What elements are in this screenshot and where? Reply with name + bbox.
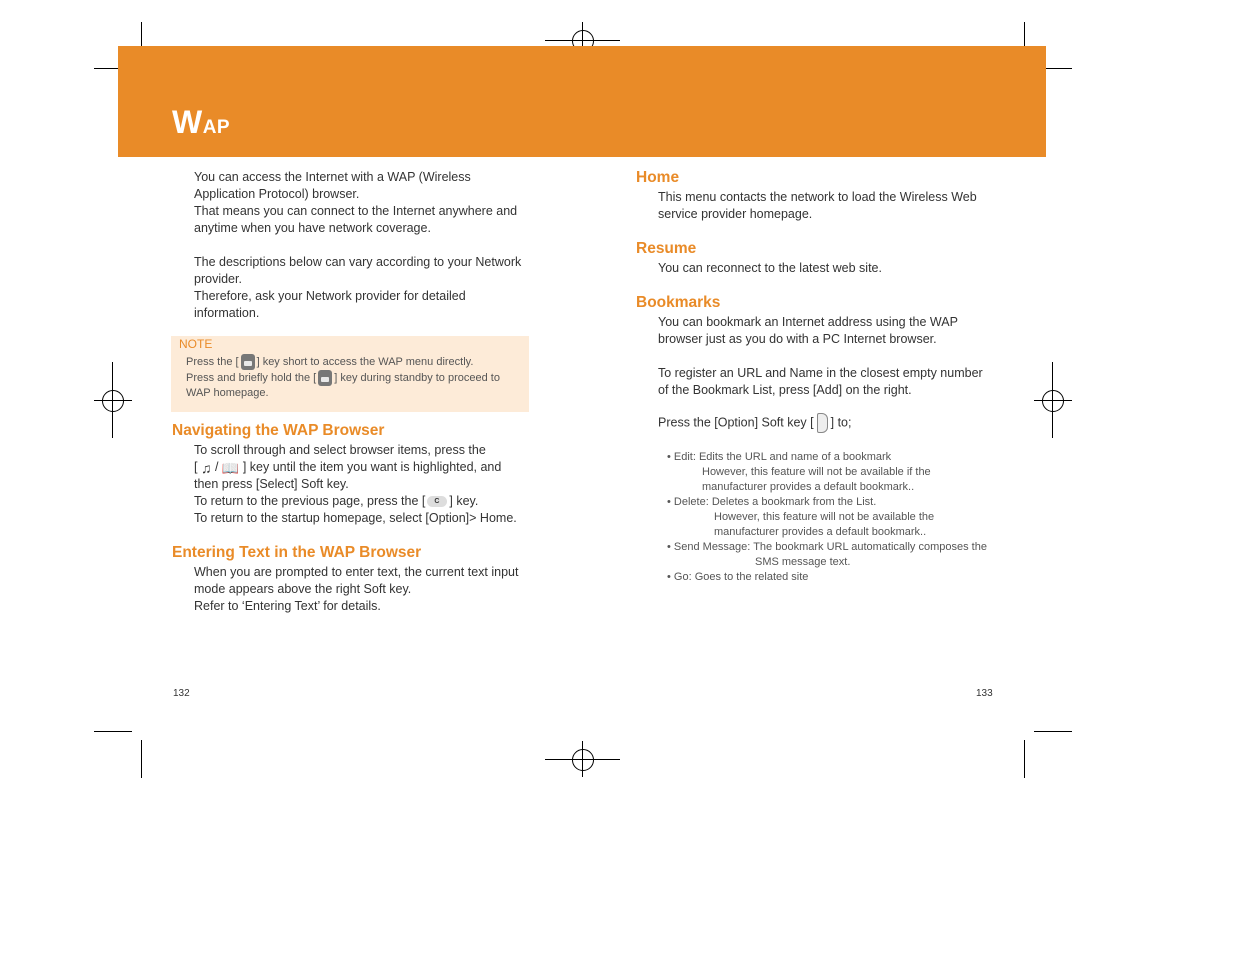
bookmark-options-list: • Edit: Edits the URL and name of a bookmark However, this feature will not be available if the manufacturer provides a default bookmark.. • Delete: Deletes a bookmark from the List. However, this feature will not be available the manufacturer provides a default bookmark.. • Send Message: The bookmark URL automatically composes the SMS message text. • Go: Goes to the related site — [667, 451, 987, 583]
note-label: NOTE — [179, 337, 213, 351]
music-note-icon: ♫ — [200, 459, 212, 476]
navigating-text: To scroll through and select browser items, press the [ ♫ / 📖 ] key until the item you want is highlighted, and then press [Select] Soft key. To return to the previous page, press the [C ] key. To return to the startup homepage, select [Option]> Home. — [194, 442, 534, 527]
ok-key-icon — [318, 370, 332, 386]
page-number-right: 133 — [976, 688, 993, 699]
entering-text: When you are prompted to enter text, the current text input mode appears above the right Soft key. Refer to ‘Entering Text’ for details. — [194, 565, 519, 613]
list-item: • Delete: Deletes a bookmark from the List. — [667, 496, 877, 508]
heading-bookmarks: Bookmarks — [636, 294, 721, 311]
clear-key-icon — [427, 496, 447, 507]
option-softkey-text: Press the [Option] Soft key [ ] to; — [658, 413, 998, 433]
list-item: • Send Message: The bookmark URL automatically composes the — [667, 541, 987, 553]
header-band — [118, 46, 1046, 157]
heading-entering-text: Entering Text in the WAP Browser — [172, 544, 422, 561]
page-number-left: 132 — [173, 688, 190, 699]
list-item: • Edit: Edits the URL and name of a bookmark — [667, 451, 892, 463]
book-icon: 📖 — [221, 459, 240, 476]
ok-key-icon — [241, 354, 255, 370]
note-text: Press the [ ] key short to access the WAP menu directly. Press and briefly hold the [ ] key during standby to proceed to WAP homepage. — [186, 355, 500, 399]
home-text: This menu contacts the network to load the Wireless Web service provider homepage. — [658, 190, 977, 221]
resume-text: You can reconnect to the latest web site. — [658, 261, 882, 275]
heading-navigating: Navigating the WAP Browser — [172, 422, 385, 439]
heading-home: Home — [636, 169, 680, 186]
bookmarks-text: You can bookmark an Internet address using the WAP browser just as you do with a PC Internet browser. To register an URL and Name in the closest empty number of the Bookmark List, press [Add] on the right. — [658, 315, 983, 397]
intro-text: You can access the Internet with a WAP (Wireless Application Protocol) browser. That means you can connect to the Internet anywhere and anytime when you have network coverage. The descriptions below can vary according to your Network provider. Therefore, ask your Network provider for detailed information. — [194, 170, 522, 320]
soft-key-icon — [817, 413, 828, 433]
list-item: • Go: Goes to the related site — [667, 571, 809, 583]
page-title: WAP — [172, 104, 231, 140]
heading-resume: Resume — [636, 240, 697, 257]
